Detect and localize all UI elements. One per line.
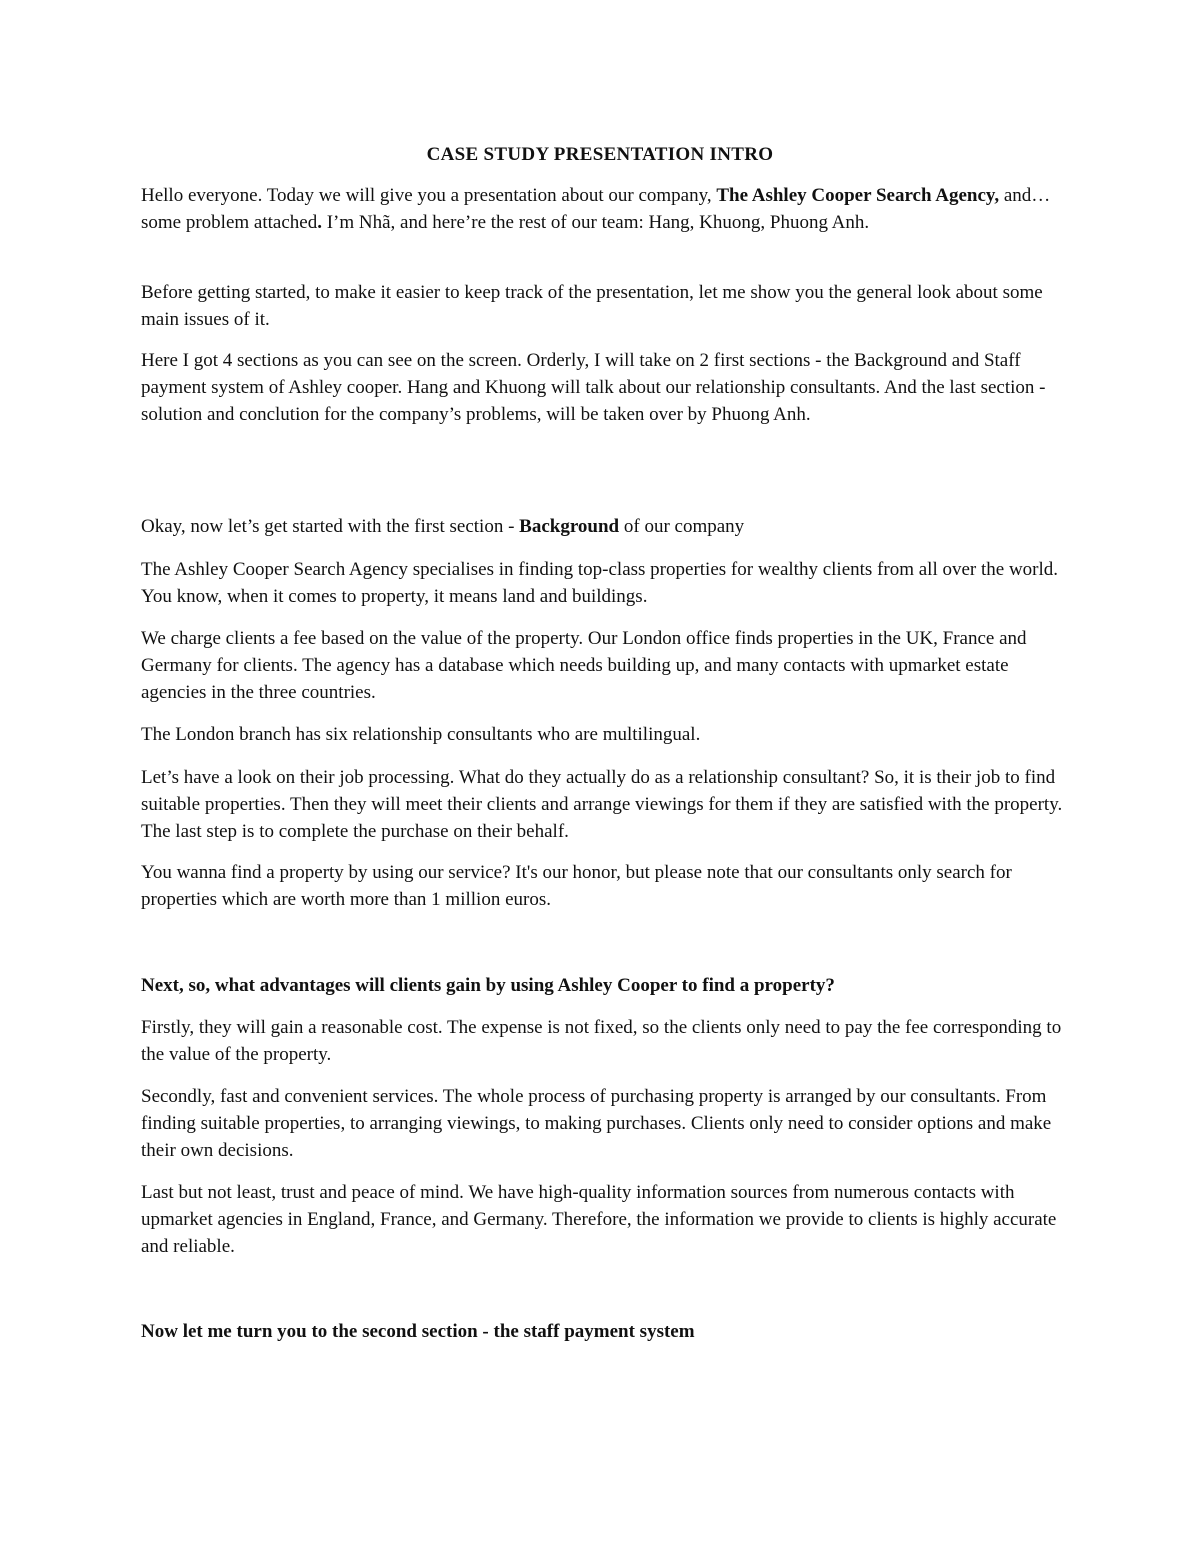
company-name: The Ashley Cooper Search Agency, bbox=[716, 185, 1000, 206]
last-paragraph: Last but not least, trust and peace of mind. We have high-quality information sources from numerous contacts with upmarket agencies in England, France, and Germany. Therefore, the information we provide to clients is highly accurate and reliable. bbox=[141, 1182, 1057, 1257]
firstly-paragraph: Firstly, they will gain a reasonable cost. The expense is not fixed, so the clients only need to pay the fee corresponding to the value of the property. bbox=[141, 1017, 1062, 1065]
specialises-paragraph: The Ashley Cooper Search Agency specialises in finding top-class properties for wealthy clients from all over the world. You know, when it comes to property, it means land and buildings. bbox=[141, 559, 1059, 607]
intro-period: . bbox=[317, 212, 322, 233]
background-intro-after: of our company bbox=[619, 516, 745, 537]
service-paragraph: You wanna find a property by using our service? It's our honor, but please note that our consultants only search for properties which are worth more than 1 million euros. bbox=[141, 862, 1012, 910]
background-intro-paragraph bbox=[141, 513, 1063, 540]
secondly-paragraph: Secondly, fast and convenient services. The whole process of purchasing property is arranged by our consultants. From finding suitable properties, to arranging viewings, to making purchases. Clients only need to consider options and make their own decisions. bbox=[141, 1086, 1052, 1161]
background-keyword: Background bbox=[519, 516, 620, 537]
intro-text-3: I’m Nhã, and here’re the rest of our team: Hang, Khuong, Phuong Anh. bbox=[321, 212, 870, 233]
sections-paragraph: Here I got 4 sections as you can see on the screen. Orderly, I will take on 2 first sections - the Background and Staff payment system of Ashley cooper. Hang and Khuong will talk about our relationship consultants. And the last section - solution and conclution for the company’s problems, will be taken over by Phuong Anh. bbox=[141, 350, 1046, 425]
intro-text-2: and… some problem attached bbox=[141, 185, 1051, 233]
job-paragraph: Let’s have a look on their job processing. What do they actually do as a relationship consultant? So, it is their job to find suitable properties. Then they will meet their clients and arrange viewings for them if they are satisfied with the property. The last step is to complete the purchase on their behalf. bbox=[141, 767, 1063, 842]
fee-paragraph: We charge clients a fee based on the value of the property. Our London office finds properties in the UK, France and Germany for clients. The agency has a database which needs building up, and many contacts with upmarket estate agencies in the three countries. bbox=[141, 628, 1027, 703]
intro-text-1: Hello everyone. Today we will give you a presentation about our company, bbox=[141, 185, 717, 206]
second-section-heading: Now let me turn you to the second section - the staff payment system bbox=[141, 1321, 695, 1342]
intro-paragraph bbox=[141, 182, 1063, 236]
branch-paragraph: The London branch has six relationship consultants who are multilingual. bbox=[141, 724, 701, 745]
advantages-heading: Next, so, what advantages will clients gain by using Ashley Cooper to find a property? bbox=[141, 975, 835, 996]
background-intro-before: Okay, now let’s get started with the first section - bbox=[141, 516, 520, 537]
document-title: CASE STUDY PRESENTATION INTRO bbox=[426, 144, 774, 165]
overview-paragraph: Before getting started, to make it easier to keep track of the presentation, let me show you the general look about some main issues of it. bbox=[141, 282, 1043, 330]
